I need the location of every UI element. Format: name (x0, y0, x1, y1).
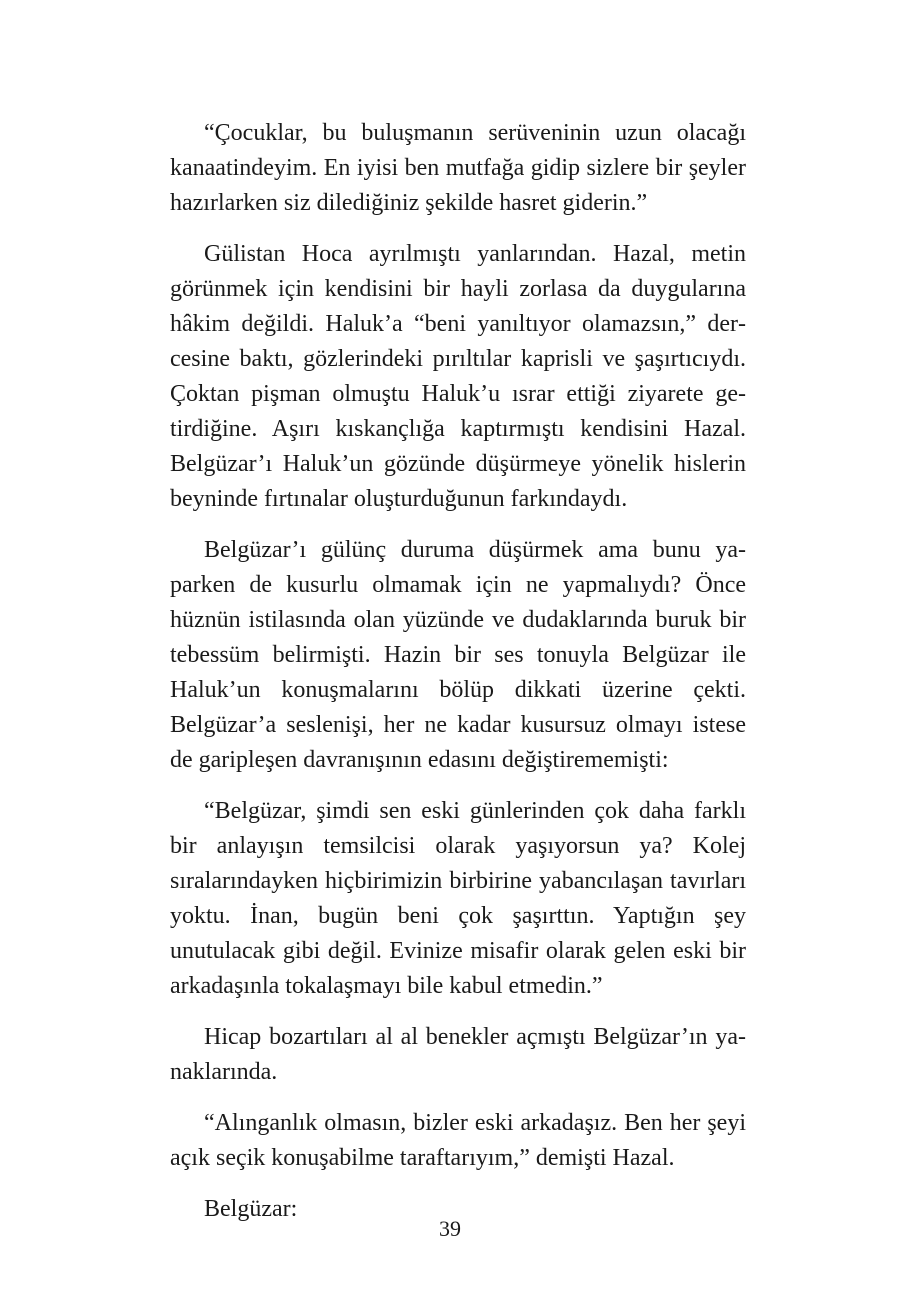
page-number: 39 (439, 1216, 461, 1241)
paragraph-6: “Alınganlık olmasın, bizler eski arkadaşız. Ben her şeyi açık seçik konuşabilme taraftarıyım,” demişti Hazal. (170, 1110, 746, 1171)
paragraph-7: Belgüzar: (204, 1196, 298, 1222)
paragraph-5: Hicap bozartıları al al benekler açmıştı Belgüzar’ın yanaklarında. (170, 1024, 746, 1085)
paragraph-2: Gülistan Hoca ayrılmıştı yanlarından. Hazal, metin görünmek için kendisini bir hayli zorlasa da duygularına hâkim değildi. Haluk’a “beni yanıltıyor olamazsın,” dercesine baktı, gözlerindeki pırıltılar kaprisli ve şaşırtıcıydı. Çoktan pişman olmuştu Haluk’u ısrar ettiği ziyarete getirdiğine. Aşırı kıskançlığa kaptırmıştı kendisini Hazal. Belgüzar’ı Haluk’un gözünde düşürmeye yönelik hislerin beyninde fırtınalar oluşturduğunun farkındaydı. (170, 241, 746, 512)
paragraph-3: Belgüzar’ı gülünç duruma düşürmek ama bunu yaparken de kusurlu olmamak için ne yapmalıydı? Önce hüznün istilasında olan yüzünde ve dudaklarında buruk bir tebessüm belirmişti. Hazin bir ses tonuyla Belgüzar ile Haluk’un konuşmalarını bölüp dikkati üzerine çekti. Belgüzar’a seslenişi, her ne kadar kusursuz olmayı istese de garipleşen davranışının edasını değiştirememişti: (170, 537, 746, 773)
book-page-body (170, 116, 746, 1243)
paragraph-1: “Çocuklar, bu buluşmanın serüveninin uzun olacağı kanaatindeyim. En iyisi ben mutfağa gidip sizlere bir şeyler hazırlarken siz dilediğiniz şekilde hasret giderin.” (170, 120, 746, 216)
paragraph-4: “Belgüzar, şimdi sen eski günlerinden çok daha farklı bir anlayışın temsilcisi olarak yaşıyorsun ya? Kolej sıralarındayken hiçbirimizin birbirine yabancılaşan tavırları yoktu. İnan, bugün beni çok şaşırttın. Yaptığın şey unutulacak gibi değil. Evinize misafir olarak gelen eski bir arkadaşınla tokalaşmayı bile kabul etmedin.” (170, 798, 746, 999)
